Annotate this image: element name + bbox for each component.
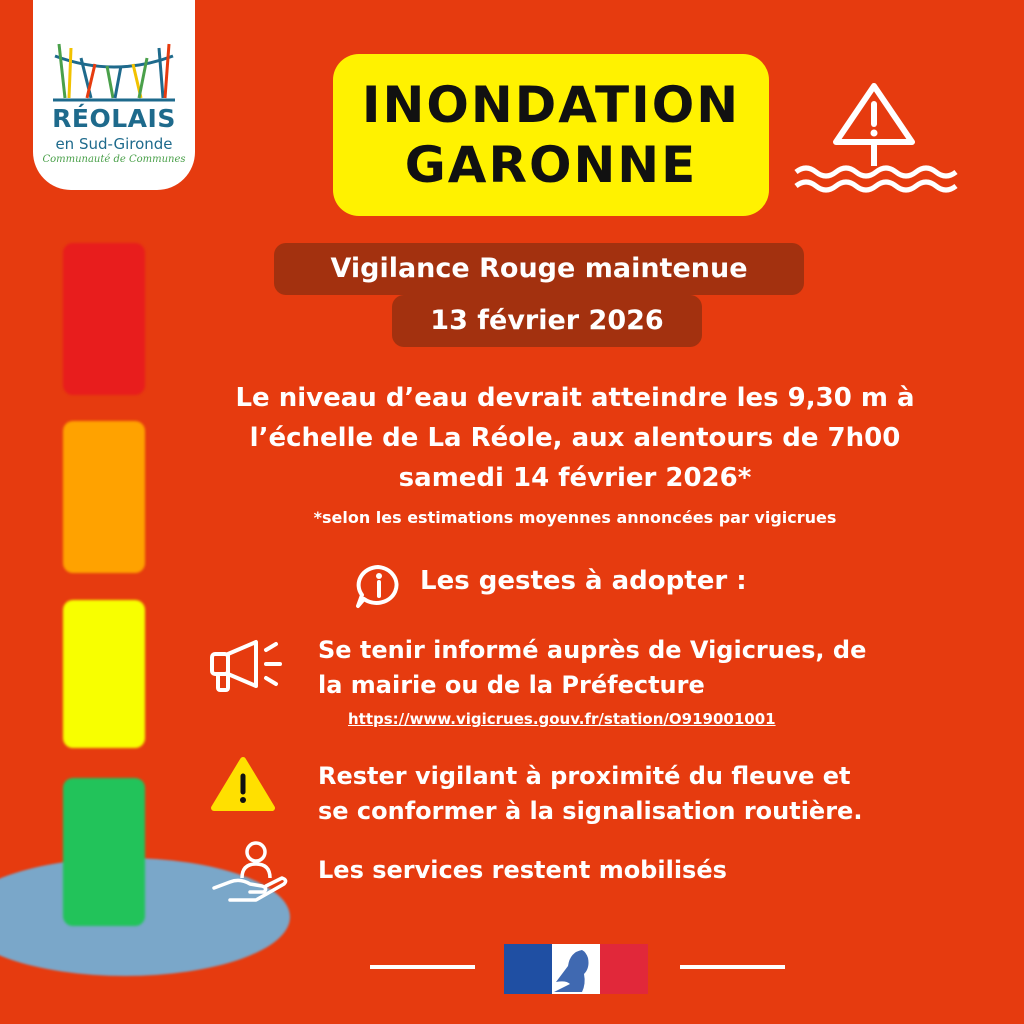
geste-item-2-line-1: Rester vigilant à proximité du fleuve et: [318, 762, 851, 790]
logo-title: RÉOLAIS: [52, 104, 176, 133]
main-message: [160, 378, 990, 498]
title-line-1: INONDATION: [361, 76, 741, 134]
flag-white: [552, 944, 600, 994]
warning-triangle-icon: [210, 756, 276, 812]
geste-item-1: [318, 633, 866, 703]
divider-left: [370, 965, 475, 969]
vigicrues-link[interactable]: https://www.vigicrues.gouv.fr/station/O919001001: [348, 710, 776, 728]
flag-red: [600, 944, 648, 994]
logo: [33, 0, 195, 190]
traffic-light-yellow: [63, 600, 145, 748]
logo-art-icon: [51, 38, 177, 102]
logo-subtitle: en Sud-Gironde: [55, 135, 173, 153]
logo-tagline: Communauté de Communes: [42, 154, 186, 165]
geste-item-2: [318, 759, 862, 829]
gestes-label: Les gestes à adopter :: [420, 566, 747, 596]
republique-francaise-logo: [504, 944, 648, 994]
main-line-3: samedi 14 février 2026*: [398, 463, 752, 493]
geste-item-2-line-2: se conformer à la signalisation routière.: [318, 797, 863, 825]
vigilance-date-pill: 13 février 2026: [392, 295, 702, 347]
geste-item-1-line-2: la mairie ou de la Préfecture: [318, 671, 705, 699]
divider-right: [680, 965, 785, 969]
megaphone-icon: [208, 636, 290, 696]
geste-item-3: Les services restent mobilisés: [318, 856, 727, 884]
helping-hand-icon: [210, 838, 290, 908]
marianne-icon: [552, 944, 600, 994]
warning-water-icon: [792, 80, 958, 200]
title-line-2: GARONNE: [404, 136, 698, 194]
flag-blue: [504, 944, 552, 994]
vigilance-pill: Vigilance Rouge maintenue: [274, 243, 804, 295]
geste-item-1-line-1: Se tenir informé auprès de Vigicrues, de: [318, 636, 867, 664]
title-box: [333, 54, 769, 216]
info-icon: [354, 564, 404, 610]
traffic-light-orange: [63, 421, 145, 573]
main-line-1: Le niveau d’eau devrait atteindre les 9,30 m à: [235, 383, 915, 413]
main-line-2: l’échelle de La Réole, aux alentours de 7h00: [249, 423, 901, 453]
traffic-light-red: [63, 243, 145, 395]
traffic-light-green: [63, 778, 145, 926]
footnote: *selon les estimations moyennes annoncées par vigicrues: [313, 508, 837, 527]
